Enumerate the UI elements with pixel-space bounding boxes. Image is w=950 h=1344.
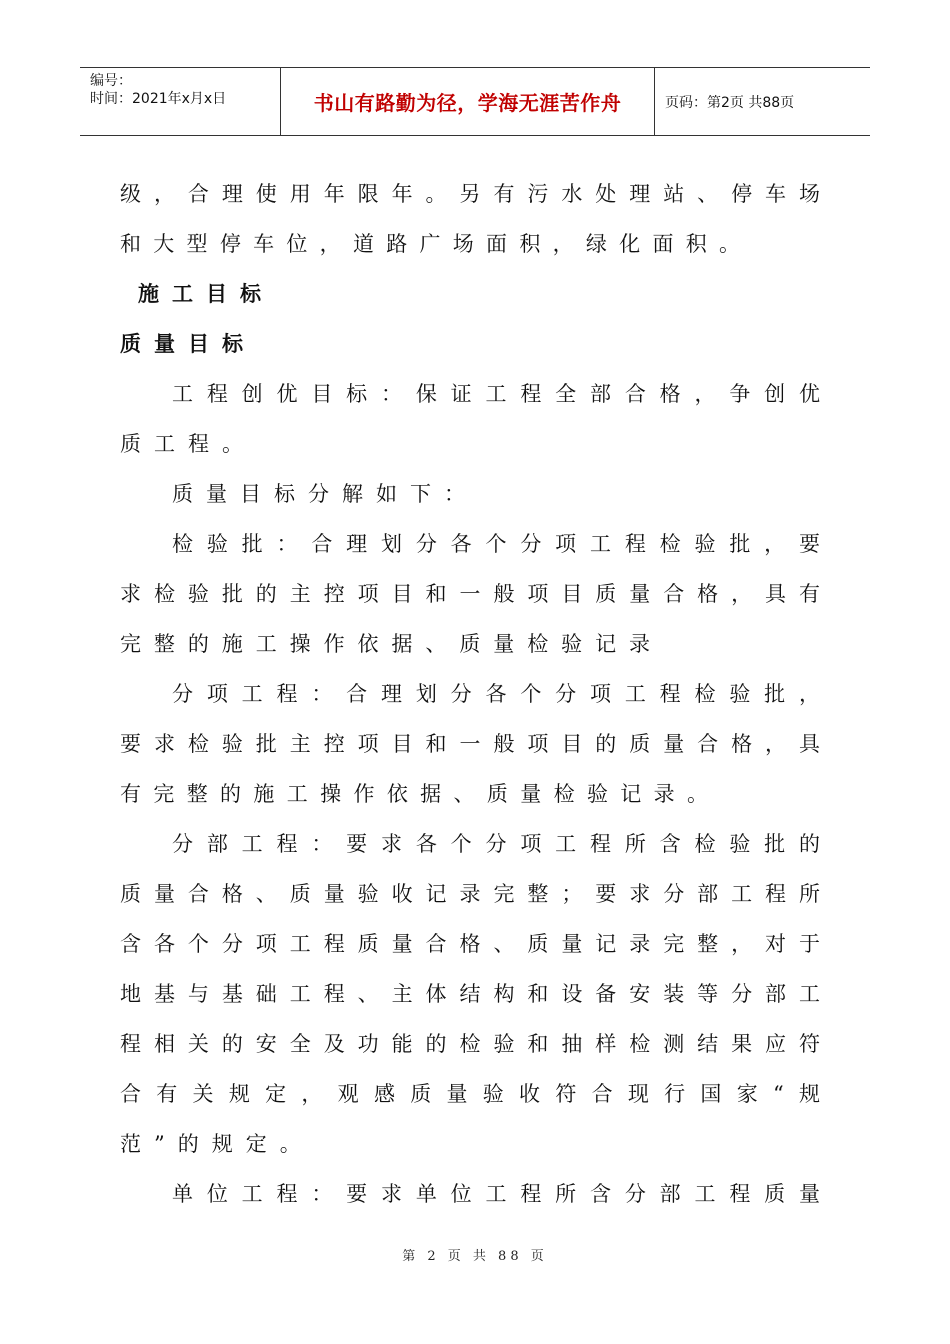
- header-table: [80, 67, 870, 136]
- header-meta: [80, 68, 281, 135]
- paragraph-line: 质量合格、质量验收记录完整；要求分部工程所: [120, 882, 820, 906]
- paragraph-line: 检验批：合理划分各个分项工程检验批，要: [172, 532, 820, 556]
- subsection-heading: 质量目标: [120, 332, 256, 356]
- paragraph-line: 有完整的施工操作依据、质量检验记录。: [120, 782, 708, 806]
- section-heading: 施工目标: [138, 282, 274, 306]
- paragraph-line: 含各个分项工程质量合格、质量记录完整，对于: [120, 932, 820, 956]
- paragraph-line: 要求检验批主控项目和一般项目的质量合格，具: [120, 732, 820, 756]
- doc-time-label: 时间：2021年x月x日: [90, 91, 227, 107]
- header-page-info: 页码：第2页 共88页: [665, 94, 795, 111]
- paragraph-line: 地基与基础工程、主体结构和设备安装等分部工: [120, 982, 820, 1006]
- paragraph-line: 完整的施工操作依据、质量检验记录: [120, 632, 650, 656]
- paragraph-line: 级，合理使用年限年。另有污水处理站、停车场: [120, 182, 820, 206]
- paragraph-line: 求检验批的主控项目和一般项目质量合格，具有: [120, 582, 820, 606]
- paragraph-line: 合有关规定，观感质量验收符合现行国家“规: [120, 1082, 820, 1106]
- paragraph-line: 分项工程：合理划分各个分项工程检验批，: [172, 682, 820, 706]
- paragraph-line: 范”的规定。: [120, 1132, 314, 1156]
- paragraph-line: 程相关的安全及功能的检验和抽样检测结果应符: [120, 1032, 820, 1056]
- doc-number-label: 编号：: [90, 73, 132, 89]
- paragraph-line: 分部工程：要求各个分项工程所含检验批的: [172, 832, 820, 856]
- header-motto: 书山有路勤为径，学海无涯苦作舟: [281, 68, 655, 135]
- paragraph-line: 质量目标分解如下：: [172, 482, 478, 506]
- page-footer: 第 2 页 共 88 页: [402, 1249, 548, 1264]
- paragraph-line: 质工程。: [120, 432, 256, 456]
- paragraph-line: 和大型停车位，道路广场面积，绿化面积。: [120, 232, 740, 256]
- paragraph-line: 工程创优目标：保证工程全部合格，争创优: [172, 382, 820, 406]
- paragraph-line: 单位工程：要求单位工程所含分部工程质量: [172, 1182, 820, 1206]
